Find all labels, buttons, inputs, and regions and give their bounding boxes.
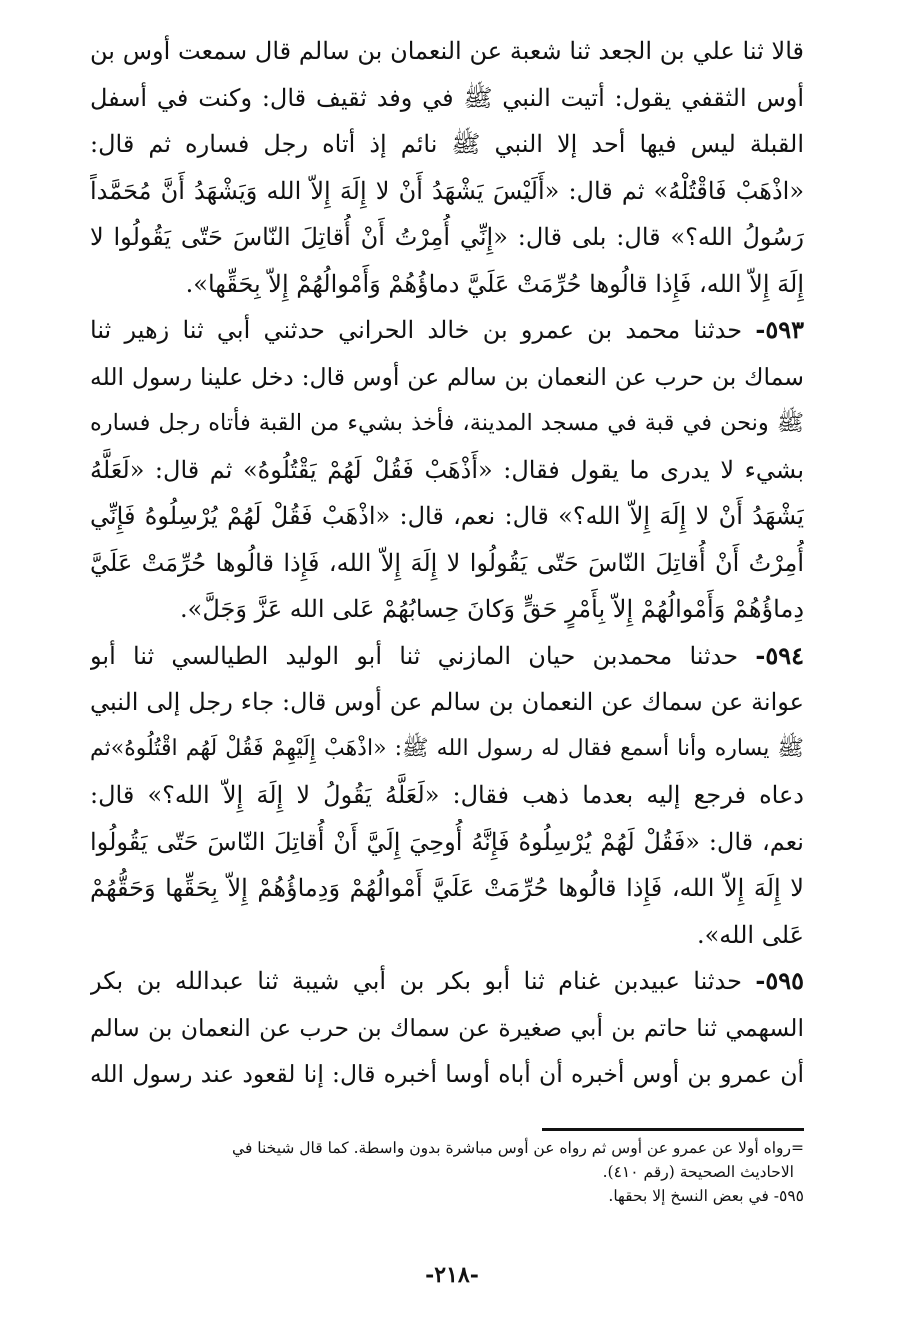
line-text: السهمي ثنا حاتم بن أبي صغيرة عن سماك بن حرب عن النعمان بن سالم	[90, 1013, 804, 1042]
line-text: عوانة عن سماك عن النعمان بن سالم عن أوس قال: جاء رجل إلى النبي	[90, 688, 804, 716]
line-text: ﷺ يساره وأنا أسمع فقال له رسول الله ﷺ: «اذْهَبْ إِلَيْهِمْ فَقُلْ لَهُم اقْتُلُوهُ»ثم	[90, 735, 804, 761]
text-line	[90, 772, 804, 819]
line-text: حدثنا عبيدبن غنام ثنا أبو بكر بن أبي شيبة ثنا عبدالله بن بكر	[90, 967, 742, 995]
line-text: ﷺ ونحن في قبة في مسجد المدينة، فأخذ بشيء من القبة فأتاه رجل فساره	[90, 410, 804, 436]
text-line	[90, 400, 804, 447]
hadith-start-line	[90, 307, 804, 354]
footnote-line: =رواه أولا عن عمرو عن أوس ثم رواه عن أوس مباشرة بدون واسطة. كما قال شيخنا في	[232, 1139, 804, 1157]
text-line	[90, 1005, 804, 1052]
text-line	[90, 168, 804, 215]
line-text: يَشْهَدُ أَنْ لا إِلَهَ إِلاّ الله؟» قال: نعم، قال: «اذْهَبْ فَقُلْ لَهُمْ يُرْسِلُوهُ فَإِنِّي	[90, 502, 804, 530]
line-text: «اذْهَبْ فَاقْتُلْهُ» ثم قال: «أَلَيْسَ يَشْهَدُ أَنْ لا إِلَهَ إِلاّ الله وَيَشْهَدُ أَنَّ مُحَمَّداً	[90, 176, 804, 205]
text-line	[90, 447, 804, 494]
text-line	[90, 540, 804, 587]
line-text: لا إِلَهَ إِلاّ الله، فَإِذا قالُوها حُرِّمَتْ عَلَيَّ أَمْوالُهُمْ وَدِماؤُهُمْ إِلاّ بِحَقِّها وَحَقُّهُمْ	[90, 874, 804, 902]
hadith-number: ٥٩٤-	[755, 640, 804, 670]
text-line	[90, 819, 804, 866]
line-text: إِلَهَ إِلاّ الله، فَإِذا قالُوها حُرِّمَتْ عَلَيَّ دماؤُهُمْ وَأَمْوالُهُمْ إِلاّ بِحَقِّها».	[185, 269, 804, 298]
line-text: عَلى الله».	[696, 920, 804, 949]
text-line	[90, 586, 804, 633]
footnotes	[96, 1136, 804, 1208]
hadith-number: ٥٩٥-	[755, 966, 804, 995]
line-text: أُمِرْتُ أَنْ أُقاتِلَ النّاسَ حَتّى يَقُولُوا لا إِلَهَ إِلاّ الله، فَإِذا قالُوها حُرِّمَتْ عَلَيَّ	[90, 548, 804, 577]
hadith-number: ٥٩٣-	[755, 315, 804, 344]
line-text: رَسُولُ الله؟» قال: بلى قال: «إِنِّي أُمِرْتُ أَنْ أُقاتِلَ النّاسَ حَتّى يَقُولُوا لا	[90, 223, 804, 251]
text-line	[90, 28, 804, 75]
line-text: دِماؤُهُمْ وَأَمْوالُهُمْ إِلاّ بِأَمْرٍ حَقٍّ وَكانَ حِسابُهُمْ عَلى الله عَزَّ وَجَلَّ».	[180, 595, 804, 623]
text-line	[90, 493, 804, 540]
text-line	[90, 75, 804, 122]
text-line	[90, 121, 804, 168]
hadith-start-line	[90, 633, 804, 680]
text-line	[90, 865, 804, 912]
text-line	[90, 354, 804, 401]
hadith-start-line	[90, 958, 804, 1005]
footnote-line: الاحاديث الصحيحة (رقم ٤١٠).	[602, 1163, 794, 1181]
line-text: أوس الثقفي يقول: أتيت النبي ﷺ في وفد ثقيف قال: وكنت في أسفل	[90, 83, 804, 112]
line-text: نعم، قال: «فَقُلْ لَهُمْ يُرْسِلُوهُ فَإِنَّهُ أُوحِيَ إِلَيَّ أَنْ أُقاتِلَ النّاسَ حَتّى يَقُولُوا	[90, 827, 804, 856]
main-text	[90, 28, 804, 1098]
text-line	[90, 261, 804, 308]
line-text: سماك بن حرب عن النعمان بن سالم عن أوس قال: دخل علينا رسول الله	[90, 362, 804, 391]
text-line	[90, 1051, 804, 1098]
line-text: قالا ثنا علي بن الجعد ثنا شعبة عن النعمان بن سالم قال سمعت أوس بن	[90, 37, 804, 65]
line-text: القبلة ليس فيها أحد إلا النبي ﷺ نائم إذ أتاه رجل فساره ثم قال:	[90, 130, 804, 158]
footnote-divider	[542, 1128, 804, 1131]
text-line	[90, 214, 804, 261]
line-text: حدثنا محمد بن عمرو بن خالد الحراني حدثني أبي ثنا زهير ثنا	[90, 316, 743, 344]
text-line	[90, 726, 804, 773]
line-text: بشيء لا يدرى ما يقول فقال: «أَذْهَبْ فَقُلْ لَهُمْ يَقْتُلُوهُ» ثم قال: «لَعَلَّهُ	[90, 455, 804, 484]
line-text: دعاه فرجع إليه بعدما ذهب فقال: «لَعَلَّهُ يَقُولُ لا إِلَهَ إِلاّ الله؟» قال:	[90, 781, 804, 809]
line-text: أن عمرو بن أوس أخبره أن أباه أوسا أخبره قال: إنا لقعود عند رسول الله	[90, 1060, 804, 1088]
footnote-line: ٥٩٥- في بعض النسخ إلا بحقها.	[608, 1187, 804, 1205]
page-number: -٢١٨-	[425, 1262, 479, 1288]
text-line	[90, 912, 804, 959]
text-line	[90, 679, 804, 726]
line-text: حدثنا محمدبن حيان المازني ثنا أبو الوليد الطيالسي ثنا أبو	[90, 641, 739, 670]
